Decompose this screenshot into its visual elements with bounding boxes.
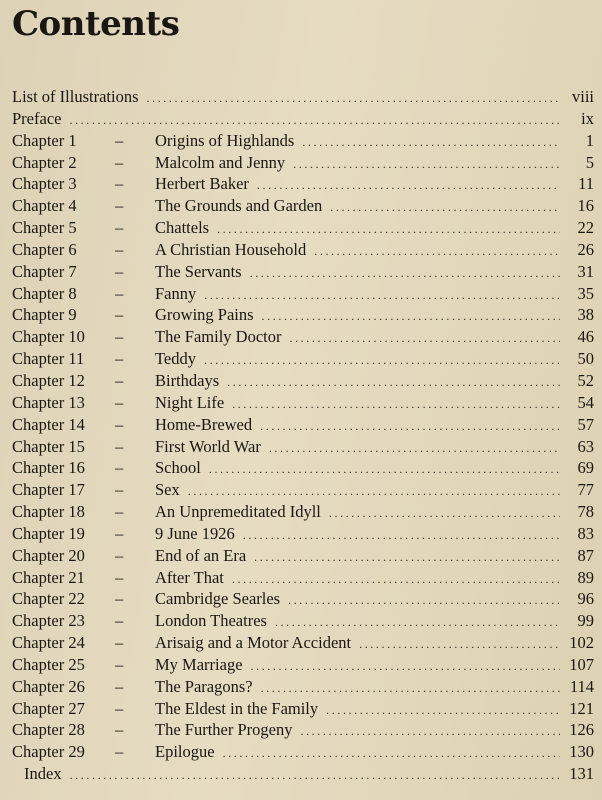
chapter-title: 9 June 1926 [155,523,235,543]
page-number: 121 [569,698,594,718]
dot-leader [232,569,560,591]
dash-separator: – [115,523,124,543]
dot-leader [261,678,560,700]
dot-leader [269,438,560,460]
dash-separator: – [115,239,124,259]
dash-separator: – [115,218,124,238]
chapter-number: Chapter 15 [12,436,85,456]
toc-row-chapter[interactable] [12,567,594,589]
dash-separator: – [115,261,124,281]
chapter-number: Chapter 22 [12,589,85,609]
dot-leader [232,394,560,416]
page-number: 99 [577,611,594,631]
page-number: 52 [577,370,594,390]
page-number: 102 [569,633,594,653]
chapter-title: Sex [155,480,180,500]
dot-leader [293,154,560,176]
dot-leader [204,350,560,372]
page-number: 130 [569,742,594,762]
toc-row-chapter[interactable] [12,370,594,392]
toc-row-back[interactable] [12,763,594,785]
page-number: 22 [577,218,594,238]
page-number: 26 [577,239,594,259]
dot-leader [223,743,560,765]
dot-leader [243,525,560,547]
dash-separator: – [115,567,124,587]
dot-leader [300,721,560,743]
chapter-number: Chapter 2 [12,152,77,172]
dot-leader [329,503,560,525]
dot-leader [217,219,560,241]
chapter-title: The Family Doctor [155,327,282,347]
dot-leader [314,241,560,263]
dot-leader [275,612,560,634]
dot-leader [251,656,560,678]
chapter-title: Home-Brewed [155,414,253,434]
chapter-number: Chapter 16 [12,458,85,478]
dot-leader [227,372,560,394]
dot-leader [69,110,560,132]
dot-leader [260,416,560,438]
dot-leader [209,459,560,481]
dot-leader [302,132,560,154]
chapter-title: After That [155,567,224,587]
dash-separator: – [115,283,124,303]
chapter-number: Chapter 28 [12,720,85,740]
dot-leader [262,306,560,328]
toc-row-chapter[interactable] [12,698,594,720]
dash-separator: – [115,436,124,456]
chapter-number: Chapter 24 [12,633,85,653]
dash-separator: – [115,130,124,150]
page-number: 1 [585,130,594,150]
chapter-number: Chapter 12 [12,370,85,390]
chapter-number: Chapter 13 [12,392,85,412]
toc-row-chapter[interactable] [12,326,594,348]
page-title: Contents [12,4,180,44]
toc-row-chapter[interactable] [12,501,594,523]
page-number: 131 [569,764,594,784]
page-number: 114 [569,676,594,696]
toc-row-chapter[interactable] [12,654,594,676]
toc-row-chapter[interactable] [12,741,594,763]
dot-leader [289,328,560,350]
chapter-number: Chapter 10 [12,327,85,347]
toc-row-chapter[interactable] [12,217,594,239]
toc-row-chapter[interactable] [12,304,594,326]
chapter-number: Chapter 6 [12,239,77,259]
chapter-title: The Further Progeny [155,720,293,740]
dash-separator: – [115,589,124,609]
dot-leader [257,175,560,197]
chapter-number: Chapter 18 [12,502,85,522]
chapter-number: Chapter 20 [12,545,85,565]
page-number: 63 [577,436,594,456]
toc-row-chapter[interactable] [12,719,594,741]
dot-leader [326,700,560,722]
chapter-title: Cambridge Searles [155,589,281,609]
toc-row-chapter[interactable] [12,632,594,654]
dot-leader [250,263,560,285]
chapter-title: Malcolm and Jenny [155,152,286,172]
page-number: 77 [577,480,594,500]
toc-row-chapter[interactable] [12,414,594,436]
dot-leader [147,88,561,110]
dash-separator: – [115,611,124,631]
toc-row-chapter[interactable] [12,676,594,698]
toc-row-chapter[interactable] [12,392,594,414]
toc-row-chapter[interactable] [12,588,594,610]
toc-row-chapter[interactable] [12,545,594,567]
dash-separator: – [115,196,124,216]
toc-row-chapter[interactable] [12,261,594,283]
chapter-title: Growing Pains [155,305,254,325]
chapter-title: The Eldest in the Family [155,698,319,718]
page-number: 126 [569,720,594,740]
dash-separator: – [115,392,124,412]
chapter-number: Chapter 26 [12,676,85,696]
page-number: 50 [577,349,594,369]
toc-row-chapter[interactable] [12,152,594,174]
dash-separator: – [115,502,124,522]
dash-separator: – [115,545,124,565]
toc-row-chapter[interactable] [12,610,594,632]
dash-separator: – [115,305,124,325]
chapter-title: An Unpremeditated Idyll [155,502,321,522]
page-number: ix [581,108,594,128]
page-number: 107 [569,654,594,674]
entry-title: List of Illustrations [12,87,139,106]
dot-leader [288,590,560,612]
page-number: 78 [577,502,594,522]
chapter-title: Chattels [155,218,210,238]
dot-leader [204,285,560,307]
page-number: 96 [577,589,594,609]
chapter-number: Chapter 3 [12,174,77,194]
chapter-number: Chapter 7 [12,261,77,281]
dot-leader [359,634,560,656]
chapter-title: Night Life [155,392,225,412]
chapter-number: Chapter 11 [12,349,85,369]
chapter-title: First World War [155,436,261,456]
dash-separator: – [115,327,124,347]
page-number: 83 [577,523,594,543]
chapter-title: The Paragons? [155,676,253,696]
page-number: 57 [577,414,594,434]
page-number: 31 [577,261,594,281]
chapter-title: Origins of Highlands [155,130,295,150]
dash-separator: – [115,480,124,500]
toc-row-front[interactable] [12,86,594,108]
chapter-title: Herbert Baker [155,174,249,194]
dash-separator: – [115,174,124,194]
chapter-number: Chapter 29 [12,742,85,762]
chapter-number: Chapter 17 [12,480,85,500]
page-number: viii [571,87,594,106]
dash-separator: – [115,414,124,434]
page-number: 16 [577,196,594,216]
toc-row-chapter[interactable] [12,457,594,479]
chapter-title: End of an Era [155,545,247,565]
chapter-title: Birthdays [155,370,220,390]
page-number: 5 [585,152,594,172]
dash-separator: – [115,349,124,369]
table-of-contents [12,86,594,785]
chapter-number: Chapter 14 [12,414,85,434]
page-number: 46 [577,327,594,347]
toc-row-chapter[interactable] [12,130,594,152]
chapter-title: The Grounds and Garden [155,196,323,216]
page-number: 69 [577,458,594,478]
toc-row-chapter[interactable] [12,348,594,370]
chapter-title: My Marriage [155,654,243,674]
entry-title: Preface [12,108,62,128]
chapter-number: Chapter 1 [12,130,77,150]
dash-separator: – [115,152,124,172]
dash-separator: – [115,633,124,653]
dash-separator: – [115,654,124,674]
toc-row-chapter[interactable] [12,479,594,501]
chapter-number: Chapter 27 [12,698,85,718]
page-number: 35 [577,283,594,303]
toc-row-chapter[interactable] [12,195,594,217]
chapter-number: Chapter 23 [12,611,85,631]
toc-row-chapter[interactable] [12,436,594,458]
toc-row-chapter[interactable] [12,173,594,195]
dash-separator: – [115,720,124,740]
chapter-number: Chapter 25 [12,654,85,674]
chapter-title: Teddy [155,349,197,369]
chapter-number: Chapter 19 [12,523,85,543]
dot-leader [70,765,560,787]
dash-separator: – [115,370,124,390]
chapter-number: Chapter 8 [12,283,77,303]
dash-separator: – [115,698,124,718]
toc-row-chapter[interactable] [12,523,594,545]
page-number: 38 [577,305,594,325]
toc-row-chapter[interactable] [12,283,594,305]
chapter-number: Chapter 5 [12,218,77,238]
dot-leader [330,197,560,219]
dash-separator: – [115,458,124,478]
chapter-title: London Theatres [155,611,267,631]
dot-leader [188,481,560,503]
entry-title: Index [24,764,62,784]
dot-leader [254,547,560,569]
chapter-title: Arisaig and a Motor Accident [155,633,352,653]
toc-row-chapter[interactable] [12,239,594,261]
dash-separator: – [115,742,124,762]
chapter-title: A Christian Household [155,239,307,259]
chapter-number: Chapter 4 [12,196,77,216]
page-number: 11 [578,174,594,194]
toc-row-front[interactable] [12,108,594,130]
chapter-title: The Servants [155,261,242,281]
chapter-title: Fanny [155,283,197,303]
page-number: 89 [577,567,594,587]
page-number: 87 [577,545,594,565]
chapter-title: Epilogue [155,742,215,762]
chapter-number: Chapter 9 [12,305,77,325]
page-number: 54 [577,392,594,412]
chapter-number: Chapter 21 [12,567,85,587]
chapter-title: School [155,458,201,478]
dash-separator: – [115,676,124,696]
